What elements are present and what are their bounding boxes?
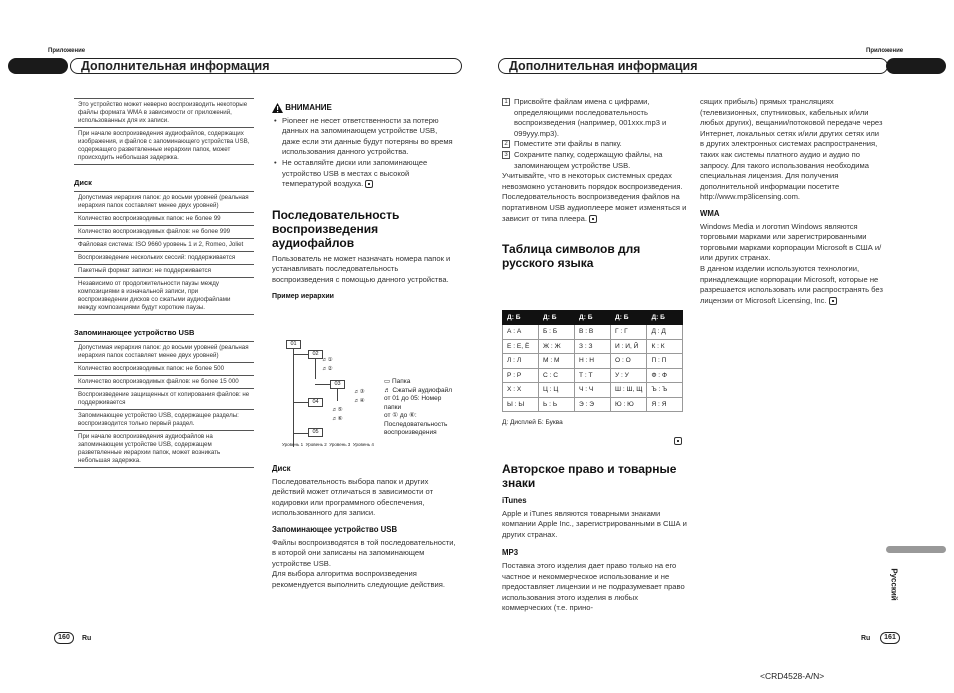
steps-note2-text: Последовательность воспроизведения файлов на портативном USB аудиоплеере может изменяться и зависит от типа плеера. xyxy=(502,192,687,223)
audio-file-icon: ♬④ xyxy=(354,398,365,404)
table-row xyxy=(503,368,683,383)
end-mark-icon xyxy=(589,215,597,223)
level-label: Уровень 2 xyxy=(305,442,327,447)
steps-note: Учитывайте, что в некоторых системных средах невозможно установить порядок воспроизведения. xyxy=(502,171,683,191)
level-label: Уровень 3 xyxy=(329,442,351,447)
wma-heading: WMA xyxy=(700,208,720,218)
spec-table-left xyxy=(74,98,254,468)
table-cell: Д : Д xyxy=(647,325,683,340)
hierarchy-levels xyxy=(282,442,374,447)
legend-folder: ▭ Папка xyxy=(384,378,411,385)
wma-text: Windows Media и логотип Windows являются торговыми марками или зарегистрированными торговыми марками корпорации Microsoft в США и/или других странах. xyxy=(700,221,882,263)
table-header-cell: Д: Б xyxy=(647,311,683,325)
table-header-cell: Д: Б xyxy=(539,311,575,325)
table-cell: Ы : Ы xyxy=(503,397,539,412)
warning-icon xyxy=(272,103,283,113)
character-table xyxy=(502,310,683,412)
file-order: ⑤ xyxy=(337,407,343,413)
level-label: Уровень 1 xyxy=(282,442,304,447)
table-cell: А : А xyxy=(503,325,539,340)
folder-icon: 01 xyxy=(286,340,301,349)
end-mark-icon xyxy=(829,297,837,305)
table-row: Количество воспроизводимых файлов: не более 999 xyxy=(74,226,254,239)
table-cell: С : С xyxy=(539,368,575,383)
table-cell: Э : Э xyxy=(575,397,611,412)
sequence-text: Пользователь не может назначать номера папок и устанавливать последовательность воспроизведения с помощью данного устройства. xyxy=(272,253,451,285)
section-label-right: Приложение xyxy=(866,48,904,54)
warning-item: • Pioneer не несет ответственности за потерю данных на запоминающем устройстве USB, даже если эти данные будут потеряны во время использования данного устройства. xyxy=(272,116,456,158)
left-column-2 xyxy=(272,103,456,304)
table-cell: Л : Л xyxy=(503,354,539,369)
table-cell: Е : Е, Ё xyxy=(503,339,539,354)
side-tab-bar xyxy=(886,546,946,553)
step-item: 2 Поместите эти файлы в папку. xyxy=(502,139,688,150)
warning-title-text: ВНИМАНИЕ xyxy=(285,103,332,113)
table-cell: Г : Г xyxy=(611,325,647,340)
mp3-text: Поставка этого изделия дает право только на его частное и некоммерческое использование и не предоставляет лицензии и не подразумевает право использования этого изделия в любых коммерческих (т.е. прино- xyxy=(502,560,685,613)
table-row: Воспроизведение защищенных от копирования файлов: не поддерживается xyxy=(74,389,254,410)
table-cell: Ч : Ч xyxy=(575,383,611,398)
usb2-text2: Для выбора алгоритма воспроизведения рекомендуется выполнить следующие действия. xyxy=(272,569,446,589)
table-row: Пакетный формат записи: не поддерживается xyxy=(74,265,254,278)
copyright-heading: Авторское право и товарные знаки xyxy=(502,462,677,490)
header-title-left: Дополнительная информация xyxy=(70,58,462,74)
level-label: Уровень 4 xyxy=(352,442,374,447)
file-order: ① xyxy=(327,357,333,363)
table-row: Это устройство может неверно воспроизводить некоторые файлы формата WMA в зависимости от приложений, использованных для их записи. xyxy=(74,98,254,128)
table-cell: К : К xyxy=(647,339,683,354)
wma-text2-span: В данном изделии используются технологии, принадлежащие корпорации Microsoft, которые не разрешается использовать или распространять без лицензии от Microsoft Licensing, Inc. xyxy=(700,263,883,305)
disc-heading: Диск xyxy=(74,178,92,187)
end-mark-icon xyxy=(674,437,682,445)
end-mark-icon xyxy=(365,180,373,188)
legend-file-text: Сжатый аудиофайл xyxy=(392,386,453,394)
legend-folder-text: Папка xyxy=(391,378,411,385)
file-order: ④ xyxy=(359,398,365,404)
chartable-legend: Д: Дисплей Б: Буква xyxy=(502,419,563,426)
wma-text2 xyxy=(700,264,884,306)
legend-range: от 01 до 05: Номер папки xyxy=(384,395,442,411)
table-row xyxy=(503,354,683,369)
table-row: Независимо от продолжительности паузы между композициями в изначальной записи, при воспроизведении дисков со сжатыми аудиофайлами между композициями будут короткие паузы. xyxy=(74,278,254,315)
table-header-cell: Д: Б xyxy=(575,311,611,325)
table-row: При начале воспроизведения аудиофайлов на запоминающем устройстве USB, содержащем разветвленные иерархии папок, может возникать небольшая задержка. xyxy=(74,431,254,468)
left-column-2-bottom xyxy=(272,458,456,591)
table-row: Файловая система: ISO 9660 уровень 1 и 2, Romeo, Joliet xyxy=(74,239,254,252)
table-header-cell: Д: Б xyxy=(503,311,539,325)
legend-order: от ① до ⑥: Последовательность воспроизведения xyxy=(384,412,448,436)
table-cell: В : В xyxy=(575,325,611,340)
table-header-cell: Д: Б xyxy=(611,311,647,325)
table-row xyxy=(503,339,683,354)
page-number-right: 161 xyxy=(880,632,900,644)
table-cell: У : У xyxy=(611,368,647,383)
step-item: 3 Сохраните папку, содержащую файлы, на запоминающем устройстве USB. xyxy=(502,150,688,171)
chartable-heading: Таблица символов для русского языка xyxy=(502,242,641,271)
file-order: ② xyxy=(327,366,333,372)
table-row: Запоминающее устройство USB, содержащее разделы: воспроизводится только первый раздел. xyxy=(74,410,254,431)
audio-file-icon: ♬③ xyxy=(354,389,365,395)
legend-file: ♬ Сжатый аудиофайл xyxy=(384,386,453,394)
lang-code-left: Ru xyxy=(82,635,92,642)
table-row: Количество воспроизводимых папок: не более 99 xyxy=(74,213,254,226)
folder-icon: 05 xyxy=(308,428,323,437)
audio-file-icon: ♬⑤ xyxy=(332,407,343,413)
table-cell: О : О xyxy=(611,354,647,369)
table-row: Допустимая иерархия папок: до восьми уровней (реальная иерархия папок составляет менее двух уровней) xyxy=(74,191,254,213)
table-cell: Ъ : Ъ xyxy=(647,383,683,398)
step-item: 1 Присвойте файлам имена с цифрами, определяющими последовательность воспроизведения (например, 001xxx.mp3 и 099yyy.mp3). xyxy=(502,97,688,139)
audio-file-icon: ♬② xyxy=(322,366,333,372)
table-cell: И : И, Й xyxy=(611,339,647,354)
header-pill-right xyxy=(886,58,946,74)
table-cell: Б : Б xyxy=(539,325,575,340)
table-cell: Я : Я xyxy=(647,397,683,412)
table-cell: М : М xyxy=(539,354,575,369)
footer-code: <CRD4528-A/N> xyxy=(760,671,825,681)
section-label-left: Приложение xyxy=(48,48,86,54)
steps-note2 xyxy=(502,192,688,224)
table-cell: Ю : Ю xyxy=(611,397,647,412)
table-cell: Х : Х xyxy=(503,383,539,398)
table-row: Воспроизведение нескольких сессий: поддерживается xyxy=(74,252,254,265)
step-text: Присвойте файлам имена с цифрами, определяющими последовательность воспроизведения (например, 001xxx.mp3 и 099yyy.mp3). xyxy=(514,97,667,138)
folder-icon: 02 xyxy=(308,350,323,359)
header-pill-left xyxy=(8,58,68,74)
hierarchy-legend xyxy=(384,378,456,438)
usb-heading: Запоминающее устройство USB xyxy=(74,328,195,337)
right-column-1-bottom xyxy=(502,452,688,614)
itunes-text: Apple и iTunes являются товарными знаками компании Apple Inc., зарегистрированными в США и других странах. xyxy=(502,508,687,539)
table-cell: Р : Р xyxy=(503,368,539,383)
table-header-row xyxy=(503,311,683,325)
table-cell: Ц : Ц xyxy=(539,383,575,398)
table-cell: Ь : Ь xyxy=(539,397,575,412)
disc2-text: Последовательность выбора папок и других действий может отличаться в зависимости от кодировки или программного обеспечения, использованного для записи. xyxy=(272,476,434,518)
table-row xyxy=(503,383,683,398)
usb2-text: Файлы воспроизводятся в той последовательности, в которой они записаны на запоминающем устройстве USB. xyxy=(272,537,456,568)
folder-icon: 04 xyxy=(308,398,323,407)
file-order: ⑥ xyxy=(337,416,343,422)
mp3-text-cont: сящих прибыль) прямых трансляциях (телевизионных, спутниковых, кабельных и/или любых других), вещании/потоковой передаче через Интернет, локальных сетях и/или других сетях или в других электронных системах распространения, таких как системы платного аудио и аудио по запросу. Для такого использования необходима специальная лицензия. Для получения дополнительной информации посетите http://www.mp3licensing.com. xyxy=(700,97,883,202)
disc2-heading: Диск xyxy=(272,464,291,473)
table-row: При начале воспроизведения аудиофайлов, содержащих изображения, и файлов с запоминающего устройства USB, содержащего разветвленные иерархии папок, может происходить небольшая задержка. xyxy=(74,128,254,165)
table-cell: П : П xyxy=(647,354,683,369)
header-title-right: Дополнительная информация xyxy=(498,58,888,74)
file-order: ③ xyxy=(359,389,365,395)
audio-file-icon: ♬① xyxy=(322,357,333,363)
mp3-heading: MP3 xyxy=(502,548,519,558)
table-row xyxy=(503,397,683,412)
table-cell: Ш : Ш, Щ xyxy=(611,383,647,398)
step-text: Сохраните папку, содержащую файлы, на запоминающем устройстве USB. xyxy=(514,149,663,170)
warning-item xyxy=(272,158,456,190)
right-column-1 xyxy=(502,97,688,274)
hierarchy-label: Пример иерархии xyxy=(272,292,334,300)
hierarchy-diagram xyxy=(272,338,456,453)
table-row: Допустимая иерархия папок: до восьми уровней (реальная иерархия папок составляет менее двух уровней) xyxy=(74,341,254,363)
itunes-heading: iTunes xyxy=(502,496,527,505)
table-cell: Ф : Ф xyxy=(647,368,683,383)
side-tab-language: Русский xyxy=(889,568,899,601)
right-column-2 xyxy=(700,97,884,306)
audio-file-icon: ♬⑥ xyxy=(332,416,343,422)
sequence-heading: Последовательность воспроизведения аудиофайлов xyxy=(272,207,400,250)
table-row: Количество воспроизводимых файлов: не более 15 000 xyxy=(74,376,254,389)
step-text: Поместите эти файлы в папку. xyxy=(514,139,622,149)
warning-title xyxy=(272,103,456,114)
table-cell: Ж : Ж xyxy=(539,339,575,354)
lang-code-right: Ru xyxy=(861,635,871,642)
folder-icon: 03 xyxy=(330,380,345,389)
usb2-heading: Запоминающее устройство USB xyxy=(272,524,398,534)
page-number-left: 160 xyxy=(54,632,74,644)
warning-item-text: Не оставляйте диски или запоминающее устройство USB в местах с высокой температурой воздуха. xyxy=(282,158,428,189)
table-cell: Н : Н xyxy=(575,354,611,369)
table-cell: З : З xyxy=(575,339,611,354)
table-cell: Т : Т xyxy=(575,368,611,383)
table-row: Количество воспроизводимых папок: не более 500 xyxy=(74,363,254,376)
table-row xyxy=(503,325,683,340)
